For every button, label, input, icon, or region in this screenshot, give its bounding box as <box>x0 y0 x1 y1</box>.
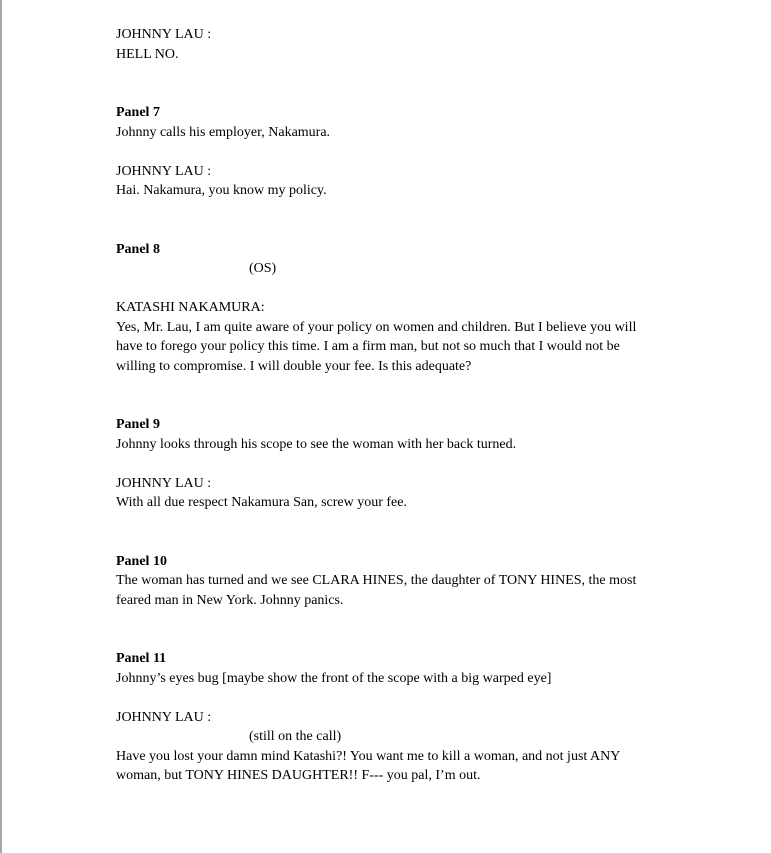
panel-10 <box>116 552 716 611</box>
dialogue-line: have to forego your policy this time. I am a firm man, but not so much that I would not be <box>116 339 620 354</box>
speaker-name: KATASHI NAKAMURA: <box>116 300 265 315</box>
intro-dialogue <box>116 25 716 64</box>
panel-11 <box>116 649 716 786</box>
page-edge <box>0 0 2 853</box>
panel-heading: Panel 8 <box>116 241 160 257</box>
action-line: Johnny looks through his scope to see the woman with her back turned. <box>116 436 517 452</box>
action-line: The woman has turned and we see CLARA HINES, the daughter of TONY HINES, the most <box>116 573 637 588</box>
panel-7 <box>116 103 716 201</box>
panel-heading: Panel 10 <box>116 553 167 569</box>
action-line: feared man in New York. Johnny panics. <box>116 592 344 608</box>
parenthetical: (still on the call) <box>249 729 342 744</box>
speaker-name: JOHNNY LAU : <box>116 27 212 42</box>
dialogue-line: Yes, Mr. Lau, I am quite aware of your policy on women and children. But I believe you will <box>116 319 637 335</box>
panel-9 <box>116 415 716 513</box>
dialogue-line: HELL NO. <box>116 46 179 62</box>
action-line: Johnny calls his employer, Nakamura. <box>116 124 331 140</box>
panel-heading: Panel 11 <box>116 651 167 666</box>
dialogue-line: With all due respect Nakamura San, screw your fee. <box>116 495 407 510</box>
dialogue-line: Hai. Nakamura, you know my policy. <box>116 183 327 198</box>
speaker-name: JOHNNY LAU : <box>116 163 212 179</box>
dialogue-line: Have you lost your damn mind Katashi?! You want me to kill a woman, and not just ANY <box>116 748 621 764</box>
speaker-name: JOHNNY LAU : <box>116 709 212 725</box>
panel-heading: Panel 9 <box>116 417 160 432</box>
panel-heading: Panel 7 <box>116 105 160 120</box>
action-line: Johnny’s eyes bug [maybe show the front of the scope with a big warped eye] <box>116 670 552 686</box>
dialogue-line: woman, but TONY HINES DAUGHTER!! F--- you pal, I’m out. <box>116 768 481 783</box>
panel-8 <box>116 240 716 377</box>
script-page <box>116 25 716 786</box>
dialogue-line: willing to compromise. I will double your fee. Is this adequate? <box>116 358 472 374</box>
speaker-name: JOHNNY LAU : <box>116 475 212 491</box>
parenthetical: (OS) <box>249 261 277 276</box>
